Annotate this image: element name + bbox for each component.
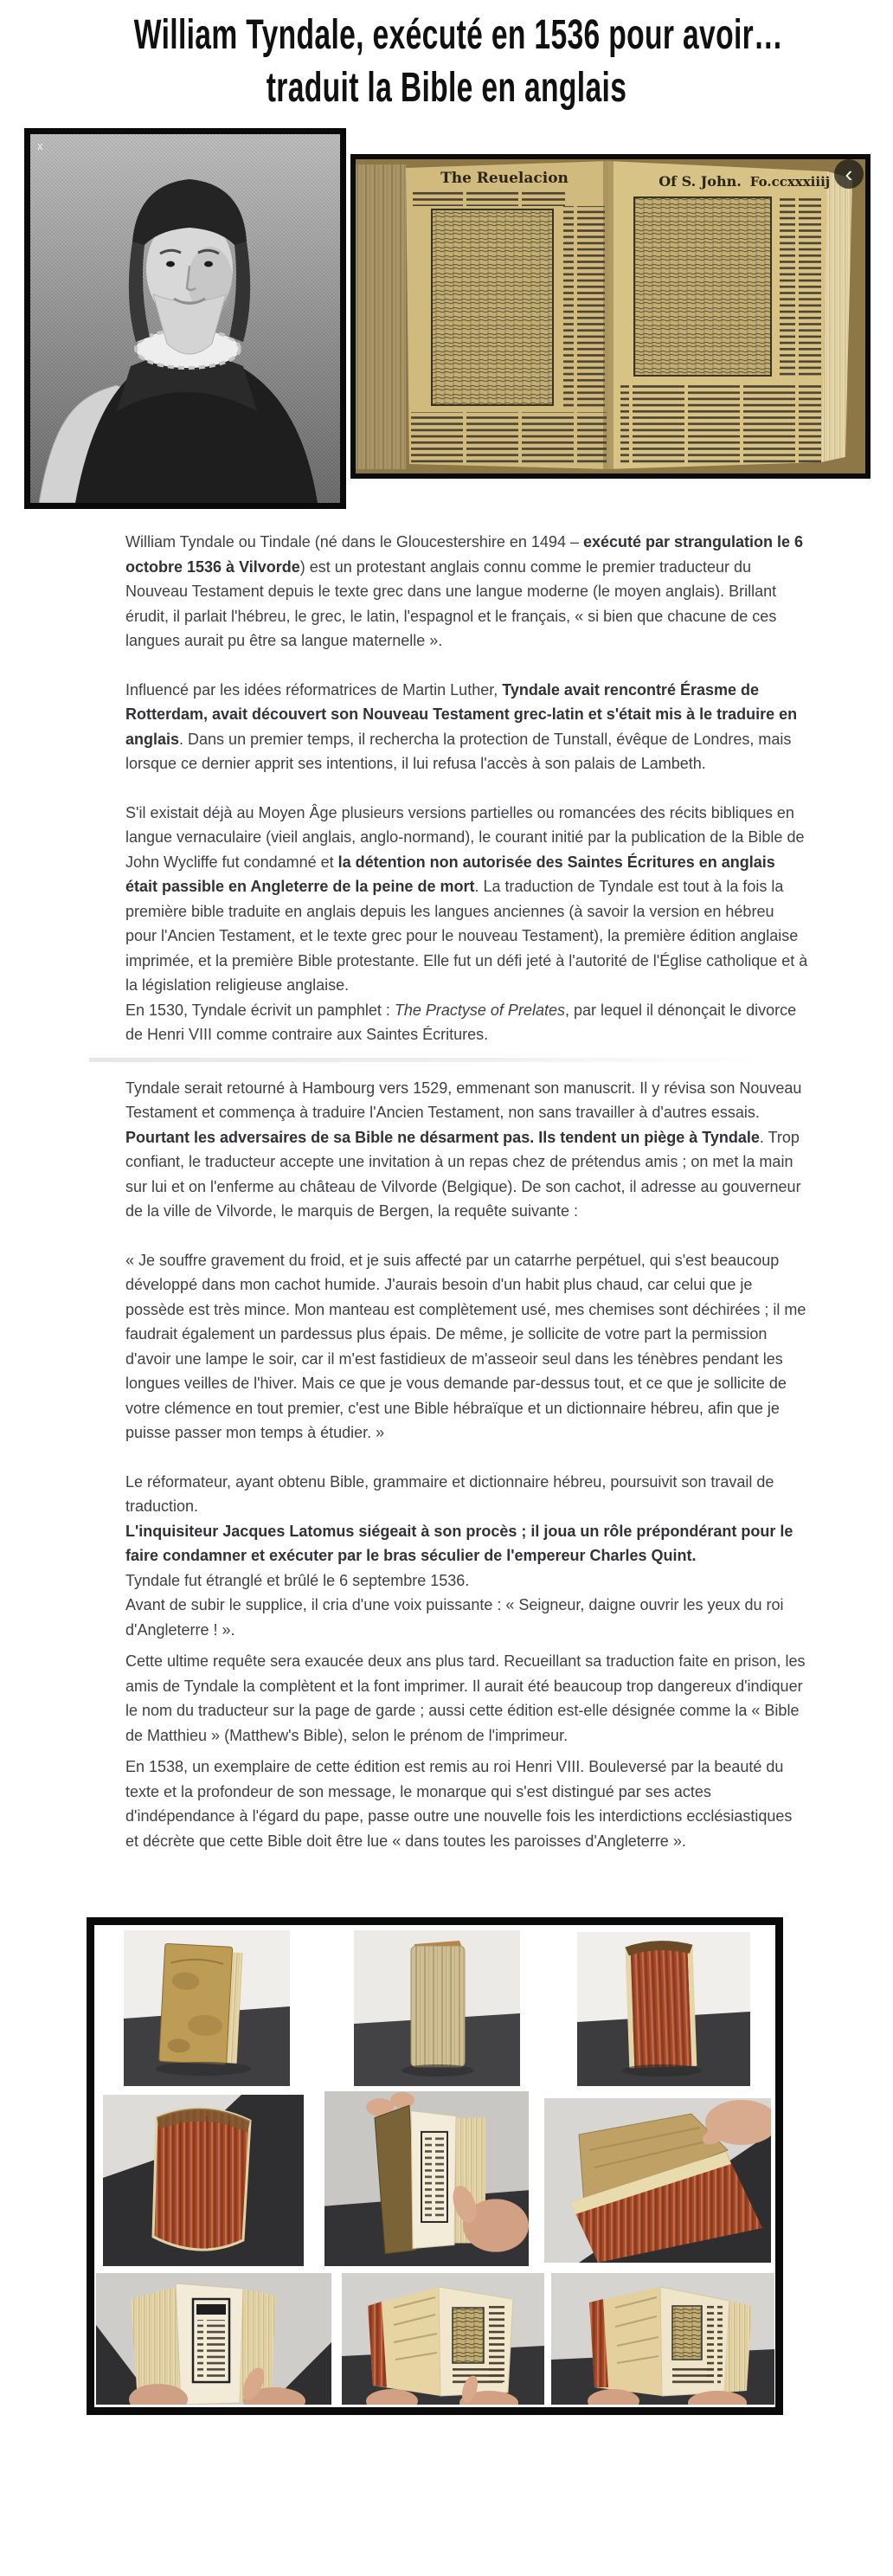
- article-paragraph: Avant de subir le supplice, il cria d'une voix puissante : « Seigneur, daigne ouvrir les yeux du roi d'Angleterre ! ».: [125, 1596, 784, 1639]
- woodcut-right: [634, 197, 771, 376]
- woodcut-left: [432, 209, 553, 405]
- gallery-photo-open-spread-in-hands-2: [551, 2273, 774, 2405]
- article-paragraph: William Tyndale ou Tindale (né dans le Gloucestershire en 1494 – exécuté par strangulation le 6 octobre 1536 à Vilvorde) est un protestant anglais connu comme le premier traducteur du Nouveau Testament depuis le texte grec dans une langue moderne (le moyen anglais). Brillant érudit, il parlait l'hébreu, le grec, le latin, l'espagnol et le français, « si bien que chacune de ces langues aurait pu être sa langue maternelle ».: [125, 533, 804, 649]
- article-paragraph: En 1530, Tyndale écrivit un pamphlet : The Practyse of Prelates, par lequel il dénonçait le divorce de Henri VIII comme contraire aux Saintes Écritures.: [125, 1001, 797, 1043]
- gallery-photo-lifted-cover-page-edges: [544, 2098, 771, 2263]
- corner-x-glyph: x: [37, 139, 43, 152]
- book-photo-gallery[interactable]: [87, 1917, 783, 2415]
- page-title-line1: William Tyndale, exécuté en 1536 pour avoir…: [133, 12, 784, 58]
- article-paragraph: Tyndale fut étranglé et brûlé le 6 septembre 1536.: [125, 1571, 470, 1589]
- gallery-photo-hand-opening-title-page: [324, 2091, 529, 2266]
- gallery-photo-open-spread-in-hands: [342, 2273, 544, 2405]
- article-body: [125, 530, 809, 1853]
- section-divider: [89, 1058, 768, 1062]
- bible-header-right: Of S. John.: [659, 173, 742, 190]
- article-paragraph: Tyndale serait retourné à Hambourg vers 1529, emmenant son manuscrit. Il y révisa son Nouveau Testament et commença à traduire l'Ancien Testament, non sans travailler à d'autres essais. Pourtant les adversaires de sa Bible ne désarment pas. Ils tendent un piège à Tyndale. Trop confiant, le traducteur accepte une invitation à un repas chez de prétendus amis ; on met la main sur lui et on l'enferme au château de Vilvorde (Belgique). De son cachot, il adresse au gouverneur de la ville de Vilvorde, le marquis de Bergen, la requête suivante :: [125, 1079, 802, 1220]
- gallery-photo-standing-book-fore-edge: [577, 1932, 750, 2086]
- tyndale-portrait-image[interactable]: [24, 128, 346, 509]
- article-paragraph: S'il existait déjà au Moyen Âge plusieurs versions partielles ou romancées des récits bibliques en langue vernaculaire (vieil anglais, anglo-normand), le courant initié par la publication de la Bible de John Wycliffe fut condamné et la détention non autorisée des Saintes Écritures en anglais était passible en Angleterre de la peine de mort. La traduction de Tyndale est tout à la fois la première bible traduite en anglais depuis les langues anciennes (à savoir la version en hébreu pour l'Ancien Testament, et le texte grec pour le nouveau Testament), la première édition anglaise imprimée, et la première Bible protestante. Elle fut un défi jeté à l'autorité de l'Église catholique et à la législation religieuse anglaise.: [125, 803, 808, 994]
- carousel-arrow-icon[interactable]: [834, 159, 864, 189]
- page-title: [0, 0, 893, 114]
- gallery-photo-standing-book-spine: [354, 1930, 520, 2086]
- open-bible-illustration: [356, 159, 865, 473]
- gallery-photo-title-page-in-hands: [96, 2273, 331, 2405]
- article-paragraph: En 1538, un exemplaire de cette édition est remis au roi Henri VIII. Bouleversé par la beauté du texte et la profondeur de son message, le monarque qui s'est distingué par ses actes d'indépendance à l'égard du pape, passe outre une nouvelle fois les interdictions ecclésiastiques et décrète que cette Bible doit être lue « dans toutes les paroisses d'Angleterre ».: [125, 1758, 793, 1850]
- gallery-photo-red-fore-edge-closeup: [103, 2095, 304, 2266]
- tyndale-bible-image[interactable]: [350, 154, 871, 479]
- article-paragraph: L'inquisiteur Jacques Latomus siégeait à son procès ; il joua un rôle prépondérant pour le faire condamner et exécuter par le bras séculier de l'empereur Charles Quint.: [125, 1522, 793, 1564]
- bible-header-left: The Reuelacion: [440, 170, 569, 187]
- portrait-engraving-illustration: [30, 134, 340, 503]
- hero-images: [0, 114, 893, 518]
- carousel-arrow-glyph: ‹: [845, 161, 853, 187]
- article-paragraph: Cette ultime requête sera exaucée deux ans plus tard. Recueillant sa traduction faite en prison, les amis de Tyndale la complètent et la font imprimer. Il aurait été beaucoup trop dangereux d'indiquer le nom du traducteur sur la page de garde ; aussi cette édition est-elle désignée comme la « Bible de Matthieu » (Matthew's Bible), selon le prénom de l'imprimeur.: [125, 1652, 806, 1744]
- page-header: [0, 0, 893, 114]
- article-paragraph: Le réformateur, ayant obtenu Bible, grammaire et dictionnaire hébreu, poursuivit son travail de traduction.: [125, 1472, 774, 1515]
- article-paragraph: « Je souffre gravement du froid, et je suis affecté par un catarrhe perpétuel, qui s'est beaucoup développé dans mon cachot humide. J'aurais besoin d'un habit plus chaud, car celui que je possède est très mince. Mon manteau est complètement usé, mes chemises sont déchirées ; il me faudrait également un pardessus plus épais. De même, je sollicite de votre part la permission d'avoir une lampe le soir, car il m'est fastidieux de m'asseoir seul dans les ténèbres pendant les longues veilles de l'hiver. Mais ce que je vous demande par-dessus tout, et ce que je sollicite de votre clémence en tout premier, c'est une Bible hébraïque et un dictionnaire hébreu, afin que je puisse passer mon temps à étudier. »: [125, 1251, 806, 1441]
- bible-folio-number: Fo.ccxxxiiij: [749, 174, 831, 190]
- page-title-line2: traduit la Bible en anglais: [266, 65, 627, 111]
- article-paragraph: Influencé par les idées réformatrices de Martin Luther, Tyndale avait rencontré Érasme de Rotterdam, avait découvert son Nouveau Testament grec-latin et s'était mis à le traduire en anglais. Dans un premier temps, il rechercha la protection de Tunstall, évêque de Londres, mais lorsque ce dernier apprit ses intentions, il lui refusa l'accès à son palais de Lambeth.: [125, 680, 798, 772]
- gallery-photo-standing-book-cover: [124, 1930, 290, 2086]
